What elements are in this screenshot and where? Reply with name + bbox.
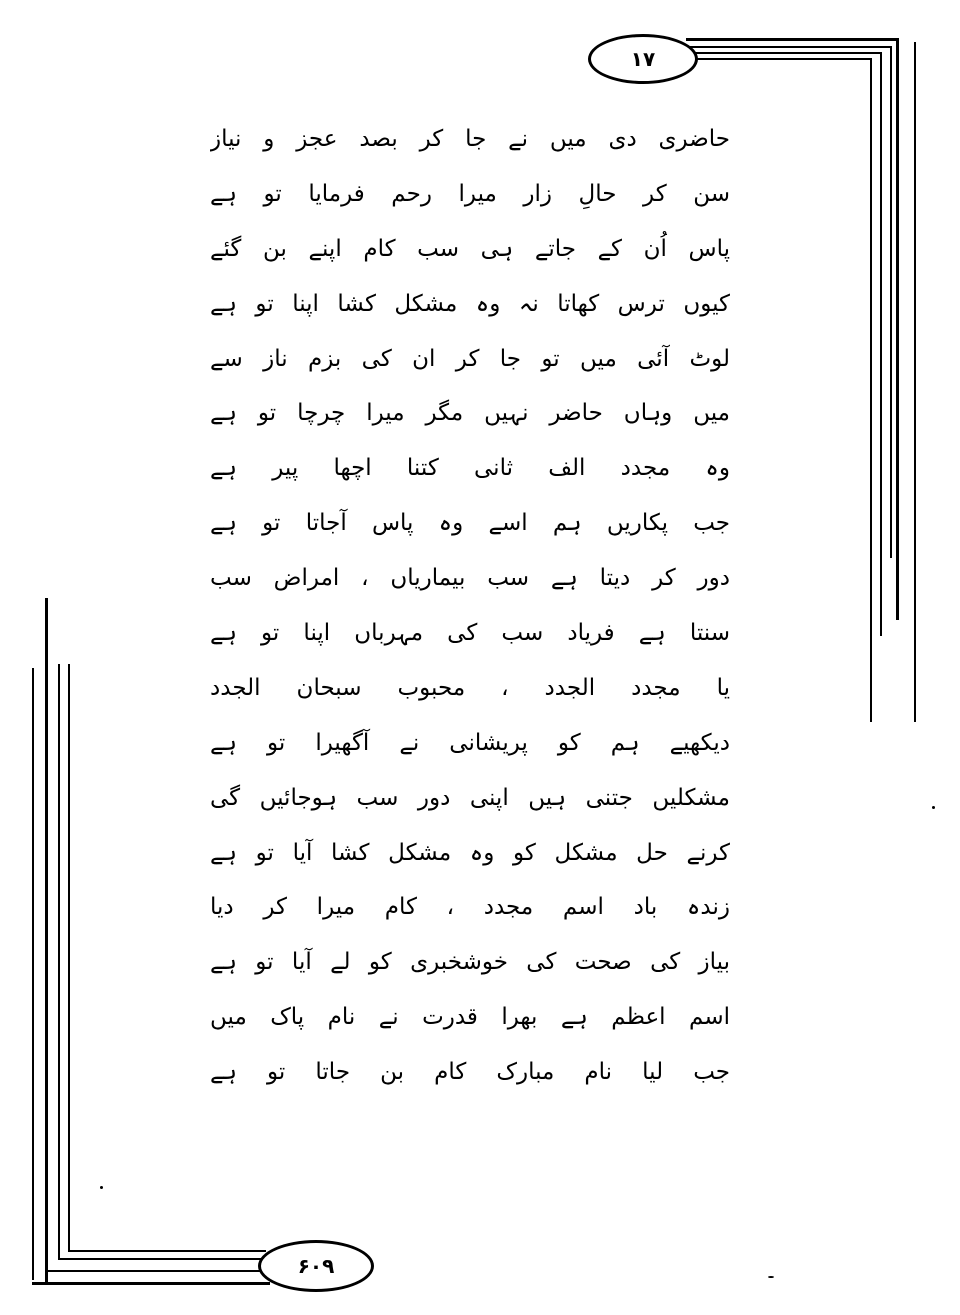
poem-line: اسم اعظم ہے بھرا قدرت نے نام پاک میں [210,1004,730,1031]
frame-left-line-1 [45,598,48,1285]
poem-line: کیوں ترس کھاتا نہ وہ مشکل کشا اپنا تو ہے [210,290,730,317]
frame-right-line-4 [870,58,872,722]
frame-top-line-2 [690,46,892,48]
poem-line: جب پکاریں ہم اسے وہ پاس آجاتا تو ہے [210,510,730,537]
poem-line: کرنے حل مشکل کو وہ مشکل کشا آیا تو ہے [210,839,730,866]
frame-left-line-2 [32,668,34,1280]
poem-line: مشکلیں جتنی ہیں اپنی دور سب ہوجائیں گی [210,784,730,811]
frame-top-line-3 [694,52,882,54]
poem-line: دور کر دیتا ہے سب بیماریاں ، امراض سب [210,565,730,592]
scan-speck [768,1276,774,1278]
poem-line: لوٹ آئی میں تو جا کر ان کی بزم ناز سے [210,345,730,372]
top-page-number: ۱۷ [630,47,656,71]
poem-line: سنتا ہے فریاد سب کی مہرباں اپنا تو ہے [210,620,730,647]
poem-line: یا مجدد الجدد ، محبوب سبحان الجدد [210,674,730,701]
poem-line: جب لیا نام مبارک کام بن جاتا تو ہے [210,1059,730,1086]
frame-right-line-3 [880,52,882,636]
poem-line: بیاز کی صحت کی خوشخبری کو لے آیا تو ہے [210,949,730,976]
bottom-page-number: ۶۰۹ [297,1254,335,1278]
frame-left-line-4 [68,664,70,1250]
poem-line: وہ مجدد الف ثانی کتنا اچھا پیر ہے [210,455,730,482]
poem-line: سن کر حالِ زار میرا رحم فرمایا تو ہے [210,180,730,207]
poem-line: حاضری دی میں نے جا کر بصد عجز و نیاز [210,126,730,152]
frame-bottom-line-1 [32,1282,270,1285]
bottom-page-number-oval [258,1240,374,1292]
poem-line: دیکھیے ہم کو پریشانی نے آگھیرا تو ہے [210,729,730,756]
poem-line: پاس اُن کے جاتے ہی سب کام اپنے بن گئے [210,235,730,262]
scan-speck [100,1186,103,1189]
frame-left-line-3 [58,664,60,1258]
frame-bottom-line-4 [68,1250,266,1252]
frame-top-line-1 [686,38,898,41]
scan-speck [932,806,935,809]
frame-bottom-line-2 [46,1270,266,1272]
frame-right-line-2 [890,46,892,558]
poem [210,112,730,1100]
top-page-number-oval [588,34,698,84]
frame-bottom-line-3 [58,1258,266,1260]
frame-top-line-4 [696,58,872,60]
poem-line: زندہ باد اسم مجدد ، کام میرا کر دیا [210,894,730,921]
poem-line: میں وہاں حاضر نہیں مگر میرا چرچا تو ہے [210,400,730,427]
frame-right-line-1 [896,38,899,620]
frame-right-line-5 [914,42,916,722]
